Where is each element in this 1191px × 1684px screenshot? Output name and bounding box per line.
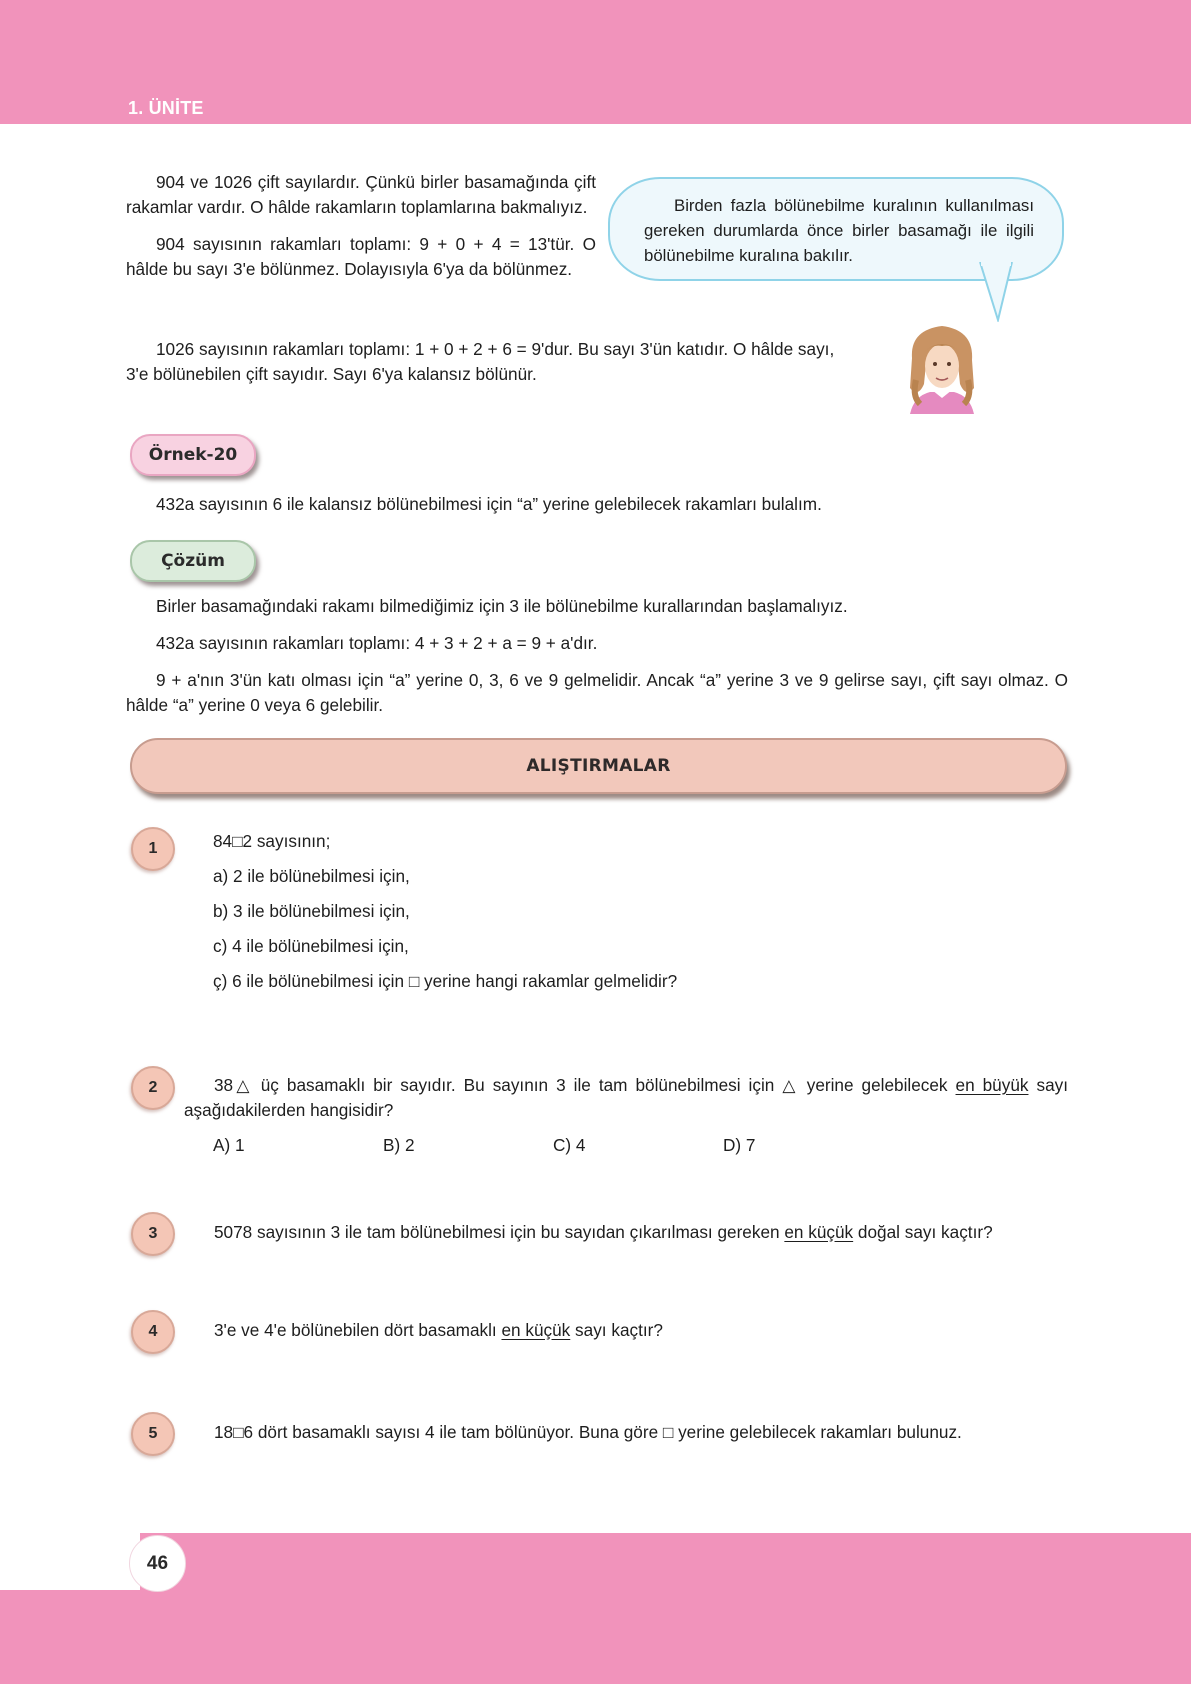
exercise-1 (213, 829, 913, 1004)
option-a: A) 1 (213, 1135, 245, 1155)
exercise-number-badge: 4 (131, 1310, 175, 1354)
exercise-number-badge: 5 (131, 1412, 175, 1456)
example-tag: Örnek-20 (130, 434, 256, 476)
exercise-number-badge: 3 (131, 1212, 175, 1256)
solution-text-block (126, 594, 1068, 730)
option-d: D) 7 (723, 1135, 756, 1155)
intro-paragraph: 1026 sayısının rakamları toplamı: 1 + 0 + 2 + 6 = 9'dur. Bu sayı 3'ün katıdır. O hâlde sayı, 3'e bölünebilen çift sayıdır. Sayı 6'ya kalansız bölünür. (126, 339, 835, 384)
question-text: 5078 sayısının 3 ile tam bölünebilmesi için bu sayıdan çıkarılması gereken (214, 1222, 785, 1242)
exercise-5 (184, 1420, 1068, 1445)
question-text: sayı aşağıdakilerden hangisidir? (184, 1075, 1068, 1120)
example-question-text: 432a sayısının 6 ile kalansız bölünebilmesi için “a” yerine gelebilecek rakamları bulalım. (156, 494, 822, 514)
intro-text-block-wide (126, 337, 846, 387)
page-number: 46 (129, 1535, 186, 1592)
exercise-question (184, 1073, 1068, 1123)
solution-paragraph: Birler basamağındaki rakamı bilmediğimiz için 3 ile bölünebilme kurallarından başlamalıyız. (156, 596, 848, 616)
exercise-3 (184, 1220, 1068, 1245)
exercise-line: b) 3 ile bölünebilmesi için, (213, 901, 410, 921)
exercise-line: 84□2 sayısının; (213, 831, 331, 851)
intro-paragraph: 904 ve 1026 çift sayılardır. Çünkü birler basamağında çift rakamlar vardır. O hâlde rakamların toplamlarına bakmalıyız. (126, 172, 596, 217)
girl-character-icon (900, 318, 984, 422)
exercise-line: c) 4 ile bölünebilmesi için, (213, 936, 409, 956)
exercise-line: ç) 6 ile bölünebilmesi için □ yerine hangi rakamlar gelmelidir? (213, 971, 678, 991)
solution-paragraph: 9 + a'nın 3'ün katı olması için “a” yerine 0, 3, 6 ve 9 gelmelidir. Ancak “a” yerine 3 ve 9 gelirse sayı, çift sayı olmaz. O hâlde “a” yerine 0 veya 6 gelebilir. (126, 670, 1068, 715)
exercise-line: a) 2 ile bölünebilmesi için, (213, 866, 410, 886)
question-text: 3'e ve 4'e bölünebilen dört basamaklı (214, 1320, 502, 1340)
exercise-question: 18□6 dört basamaklı sayısı 4 ile tam bölünüyor. Buna göre □ yerine gelebilecek rakamları bulunuz. (214, 1422, 962, 1442)
speech-bubble-text: Birden fazla bölünebilme kuralının kullanılması gereken durumlarda önce birler basamağı ile ilgili bölünebilme kuralına bakılır. (644, 196, 1034, 265)
exercise-4 (184, 1318, 1068, 1343)
answer-options (213, 1135, 913, 1161)
solution-tag: Çözüm (130, 540, 256, 582)
intro-text-block (126, 170, 596, 294)
question-text: doğal sayı kaçtır? (853, 1222, 993, 1242)
exercise-number-badge: 2 (131, 1066, 175, 1110)
exercise-number-badge: 1 (131, 827, 175, 871)
underlined-emphasis: en büyük (955, 1075, 1029, 1095)
intro-paragraph: 904 sayısının rakamları toplamı: 9 + 0 + 4 = 13'tür. O hâlde bu sayı 3'e bölünmez. Dolayısıyla 6'ya da bölünmez. (126, 234, 596, 279)
unit-label: 1. ÜNİTE (128, 98, 204, 118)
exercise-question (184, 1318, 1068, 1343)
option-b: B) 2 (383, 1135, 415, 1155)
underlined-emphasis: en küçük (784, 1222, 854, 1242)
exercise-question (184, 1220, 1068, 1245)
solution-paragraph: 432a sayısının rakamları toplamı: 4 + 3 + 2 + a = 9 + a'dır. (156, 633, 598, 653)
exercises-banner: ALIŞTIRMALAR (130, 738, 1067, 794)
underlined-emphasis: en küçük (501, 1320, 571, 1340)
question-text: 38△ üç basamaklı bir sayıdır. Bu sayının 3 ile tam bölünebilmesi için △ yerine gelebilecek (214, 1075, 956, 1095)
footer-notch (0, 1533, 140, 1590)
speech-bubble-tail-icon (978, 262, 1018, 322)
question-text: sayı kaçtır? (570, 1320, 663, 1340)
option-c: C) 4 (553, 1135, 586, 1155)
exercise-2 (184, 1073, 1068, 1123)
example-question (126, 492, 1086, 517)
